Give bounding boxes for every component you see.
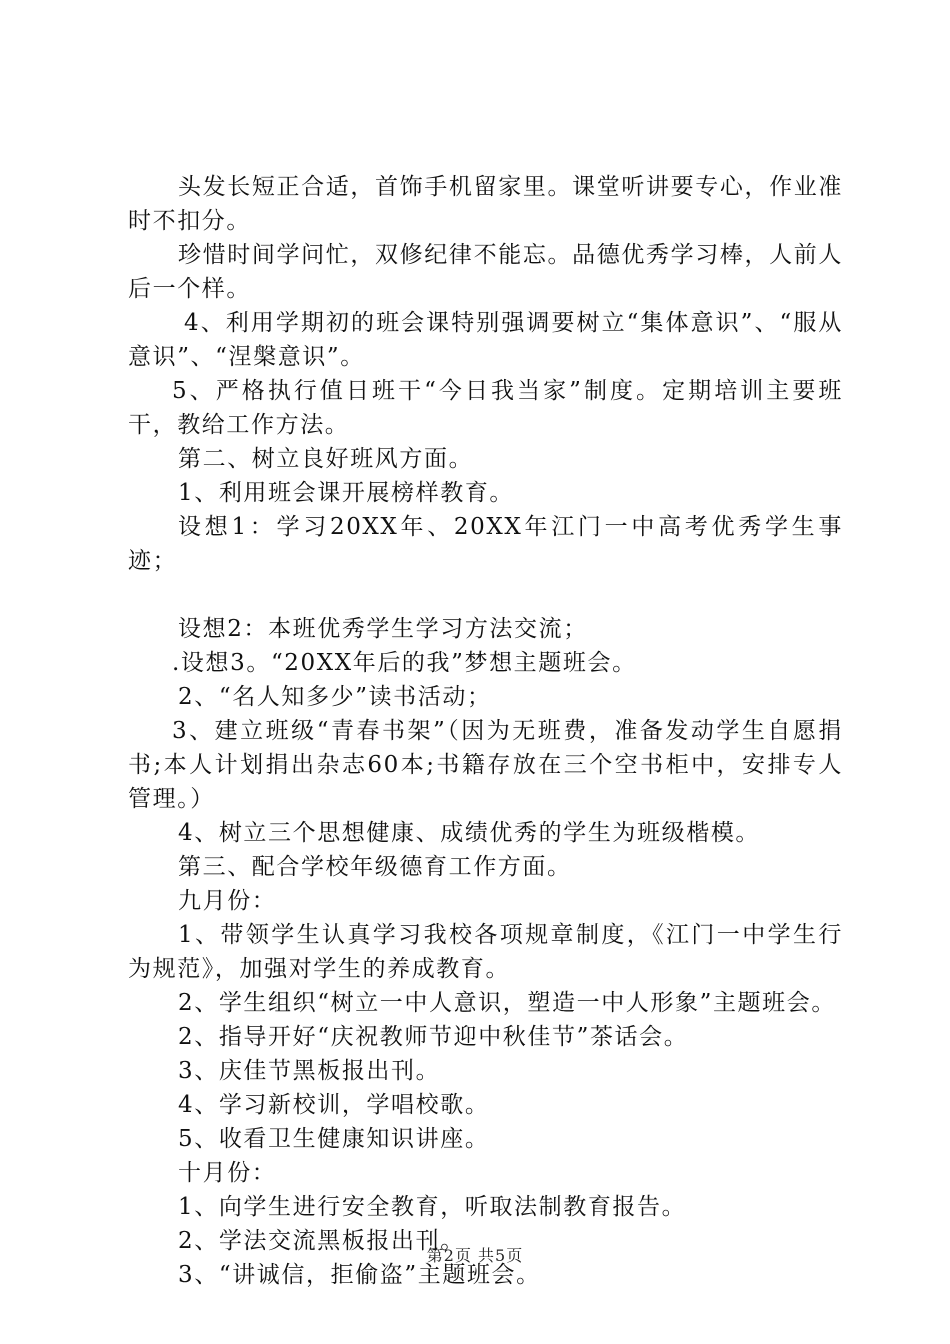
paragraph-rhyme-1: 头发长短正合适，首饰手机留家里。课堂听讲要专心，作业准时不扣分。 xyxy=(128,174,843,234)
month-heading-october: 十月份： xyxy=(178,1160,277,1186)
paragraph-oct-honesty: 3、“讲诚信，拒偷盗”主题班会。 xyxy=(178,1262,541,1288)
section-heading-3: 第三、配合学校年级德育工作方面。 xyxy=(178,854,572,880)
paragraph-role-model: 1、利用班会课开展榜样教育。 xyxy=(178,480,515,506)
paragraph-item-4-awareness: 4、利用学期初的班会课特别强调要树立“集体意识”、“服从意识”、“涅槃意识”。 xyxy=(128,310,843,370)
section-heading-2: 第二、树立良好班风方面。 xyxy=(178,446,474,472)
paragraph-sep-health-lecture: 5、收看卫生健康知识讲座。 xyxy=(178,1126,490,1152)
paragraph-sep-blackboard: 3、庆佳节黑板报出刊。 xyxy=(178,1058,441,1084)
paragraph-item-5-duty: 5、严格执行值日班干“今日我当家”制度。定期培训主要班干，教给工作方法。 xyxy=(128,378,843,438)
paragraph-sep-theme-meeting: 2、学生组织“树立一中人意识，塑造一中人形象”主题班会。 xyxy=(178,990,836,1016)
paragraph-idea-1: 设想1：学习20XX年、20XX年江门一中高考优秀学生事迹； xyxy=(128,514,843,574)
paragraph-idea-3: .设想3。“20XX年后的我”梦想主题班会。 xyxy=(172,650,637,676)
paragraph-reading-activity: 2、“名人知多少”读书活动； xyxy=(178,684,492,710)
page-number-footer: 第2页 共5页 xyxy=(426,1246,524,1265)
paragraph-idea-2: 设想2：本班优秀学生学习方法交流； xyxy=(178,616,588,642)
paragraph-sep-school-song: 4、学习新校训，学唱校歌。 xyxy=(178,1092,490,1118)
paragraph-bookshelf: 3、建立班级“青春书架”（因为无班费，准备发动学生自愿捐书;本人计划捐出杂志60本;书籍存放在三个空书柜中，安排专人管理。） xyxy=(128,718,843,812)
document-body xyxy=(128,170,843,1292)
paragraph-oct-blackboard: 2、学法交流黑板报出刊。 xyxy=(178,1228,465,1254)
paragraph-class-models: 4、树立三个思想健康、成绩优秀的学生为班级楷模。 xyxy=(178,820,761,846)
paragraph-rhyme-2: 珍惜时间学问忙，双修纪律不能忘。品德优秀学习棒，人前人后一个样。 xyxy=(128,242,843,302)
paragraph-oct-safety: 1、向学生进行安全教育，听取法制教育报告。 xyxy=(178,1194,687,1220)
month-heading-september: 九月份： xyxy=(178,888,277,914)
paragraph-sep-tea-party: 2、指导开好“庆祝教师节迎中秋佳节”茶话会。 xyxy=(178,1024,689,1050)
paragraph-sep-rules: 1、带领学生认真学习我校各项规章制度，《江门一中学生行为规范》，加强对学生的养成教育。 xyxy=(128,922,843,982)
